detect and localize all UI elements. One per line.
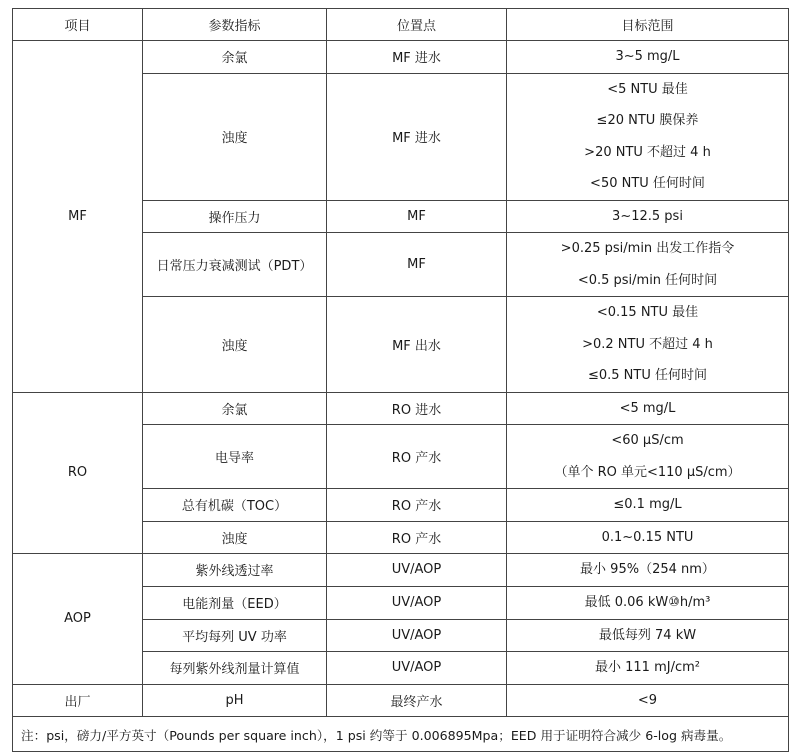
target-line: （单个 RO 单元<110 μS/cm） — [554, 464, 741, 480]
table-row — [13, 554, 789, 587]
header-location: 位置点 — [327, 9, 507, 41]
page — [12, 8, 788, 752]
table-row — [13, 41, 789, 74]
location-cell: RO 产水 — [327, 489, 507, 522]
group-cell-mf: MF — [13, 41, 143, 393]
target-cell — [507, 619, 789, 652]
target-line: <50 NTU 任何时间 — [590, 176, 705, 191]
target-cell — [507, 425, 789, 489]
target-line: >20 NTU 不超过 4 h — [584, 144, 711, 160]
target-cell — [507, 489, 789, 522]
target-cell — [507, 521, 789, 554]
table-row — [13, 684, 789, 717]
target-line: ≤20 NTU 膜保养 — [596, 113, 699, 128]
target-cell — [507, 652, 789, 685]
target-line: <5 NTU 最佳 — [607, 81, 688, 97]
target-cell — [507, 392, 789, 425]
location-cell: MF — [327, 233, 507, 297]
target-cell — [507, 73, 789, 200]
target-line: 最小 95%（254 nm） — [580, 562, 715, 577]
target-line: 最低 0.06 kW⑩h/m³ — [584, 594, 711, 610]
target-line: <9 — [637, 692, 658, 708]
location-cell: UV/AOP — [327, 586, 507, 619]
target-cell — [507, 297, 789, 393]
location-cell: RO 产水 — [327, 521, 507, 554]
param-cell: 余氯 — [143, 41, 327, 74]
target-line: >0.25 psi/min 出发工作指令 — [560, 241, 735, 256]
location-cell: UV/AOP — [327, 554, 507, 587]
param-cell: 浊度 — [143, 521, 327, 554]
target-line: 最低每列 74 kW — [598, 627, 697, 643]
param-cell: 余氯 — [143, 392, 327, 425]
location-cell: MF — [327, 200, 507, 233]
param-cell: 操作压力 — [143, 200, 327, 233]
target-line: <5 mg/L — [619, 400, 676, 416]
target-cell — [507, 41, 789, 74]
parameter-table — [12, 8, 789, 752]
target-cell — [507, 200, 789, 233]
target-line: 最小 111 mJ/cm² — [595, 660, 700, 675]
target-line: 0.1~0.15 NTU — [601, 529, 694, 545]
param-cell: 每列紫外线剂量计算值 — [143, 652, 327, 685]
location-cell: UV/AOP — [327, 652, 507, 685]
target-cell — [507, 684, 789, 717]
location-cell: MF 进水 — [327, 73, 507, 200]
location-cell: MF 进水 — [327, 41, 507, 74]
param-cell: 日常压力衰减测试（PDT） — [143, 233, 327, 297]
footnote: 注：psi，磅力/平方英寸（Pounds per square inch），1 psi 约等于 0.006895Mpa；EED 用于证明符合减少 6-log 病毒量。 — [13, 717, 789, 752]
param-cell: 平均每列 UV 功率 — [143, 619, 327, 652]
group-cell-outlet: 出厂 — [13, 684, 143, 717]
target-line: <0.5 psi/min 任何时间 — [577, 272, 718, 288]
target-line: <60 μS/cm — [611, 433, 684, 448]
target-line: ≤0.5 NTU 任何时间 — [587, 368, 707, 383]
target-cell — [507, 233, 789, 297]
param-cell: 浊度 — [143, 297, 327, 393]
target-line: >0.2 NTU 不超过 4 h — [582, 336, 713, 352]
group-cell-ro: RO — [13, 392, 143, 554]
group-cell-aop: AOP — [13, 554, 143, 685]
param-cell: 浊度 — [143, 73, 327, 200]
header-target: 目标范围 — [507, 9, 789, 41]
target-cell — [507, 586, 789, 619]
location-cell: 最终产水 — [327, 684, 507, 717]
table-row — [13, 392, 789, 425]
target-cell — [507, 554, 789, 587]
param-cell: pH — [143, 684, 327, 717]
target-line: <0.15 NTU 最佳 — [596, 305, 699, 320]
param-cell: 总有机碳（TOC） — [143, 489, 327, 522]
param-cell: 电导率 — [143, 425, 327, 489]
target-line: 3~5 mg/L — [615, 49, 680, 64]
header-parameter: 参数指标 — [143, 9, 327, 41]
location-cell: MF 出水 — [327, 297, 507, 393]
location-cell: RO 产水 — [327, 425, 507, 489]
param-cell: 电能剂量（EED） — [143, 586, 327, 619]
location-cell: UV/AOP — [327, 619, 507, 652]
location-cell: RO 进水 — [327, 392, 507, 425]
header-row — [13, 9, 789, 41]
target-line: ≤0.1 mg/L — [613, 497, 682, 512]
target-line: 3~12.5 psi — [612, 208, 683, 224]
note-row — [13, 717, 789, 752]
param-cell: 紫外线透过率 — [143, 554, 327, 587]
header-item: 项目 — [13, 9, 143, 41]
